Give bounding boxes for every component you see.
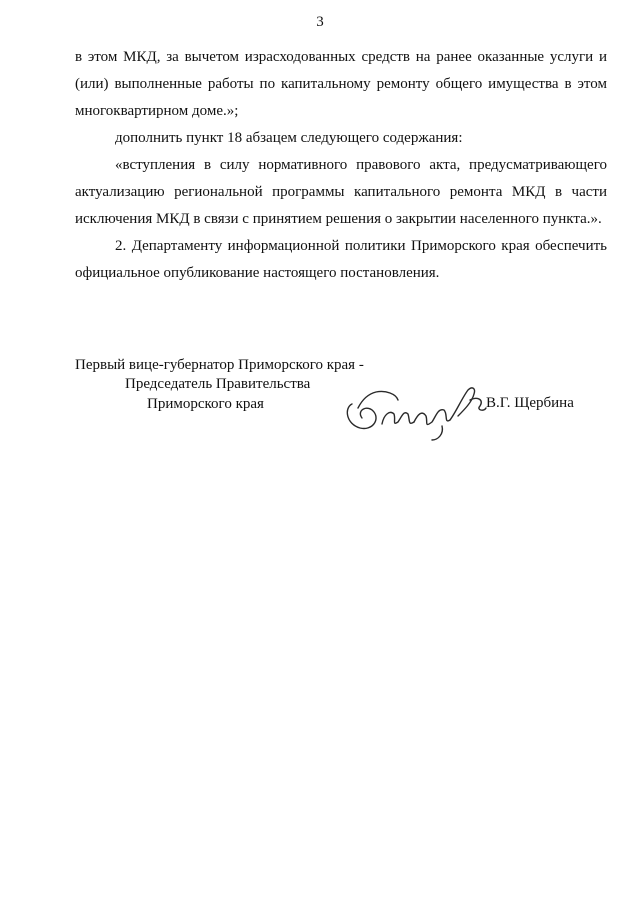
page-number: 3 [316,14,324,30]
handwritten-signature [338,370,498,442]
document-body [75,44,607,287]
signatory-title-line1: Первый вице-губернатор Приморского края - [75,357,364,373]
signatory-name: В.Г. Щербина [486,395,574,411]
paragraph-amendment-text: «вступления в силу нормативного правового акта, предусматривающего актуализацию региональной программы капитального ремонта МКД в части исключения МКД в связи с принятием решения о закрытии населенного пункта.». [75,157,607,227]
paragraph-amendment-intro: дополнить пункт 18 абзацем следующего содержания: [115,130,463,146]
signatory-title-line3: Приморского края [147,396,264,412]
paragraph-item-2: 2. Департаменту информационной политики Приморского края обеспечить официальное опубликование настоящего постановления. [75,238,607,281]
signatory-title-line2: Председатель Правительства [125,376,311,392]
signature-block [75,356,620,446]
paragraph-continuation: в этом МКД, за вычетом израсходованных средств на ранее оказанные услуги и (или) выполненные работы по капитальному ремонту общего имущества в этом многоквартирном доме.»; [75,49,607,119]
